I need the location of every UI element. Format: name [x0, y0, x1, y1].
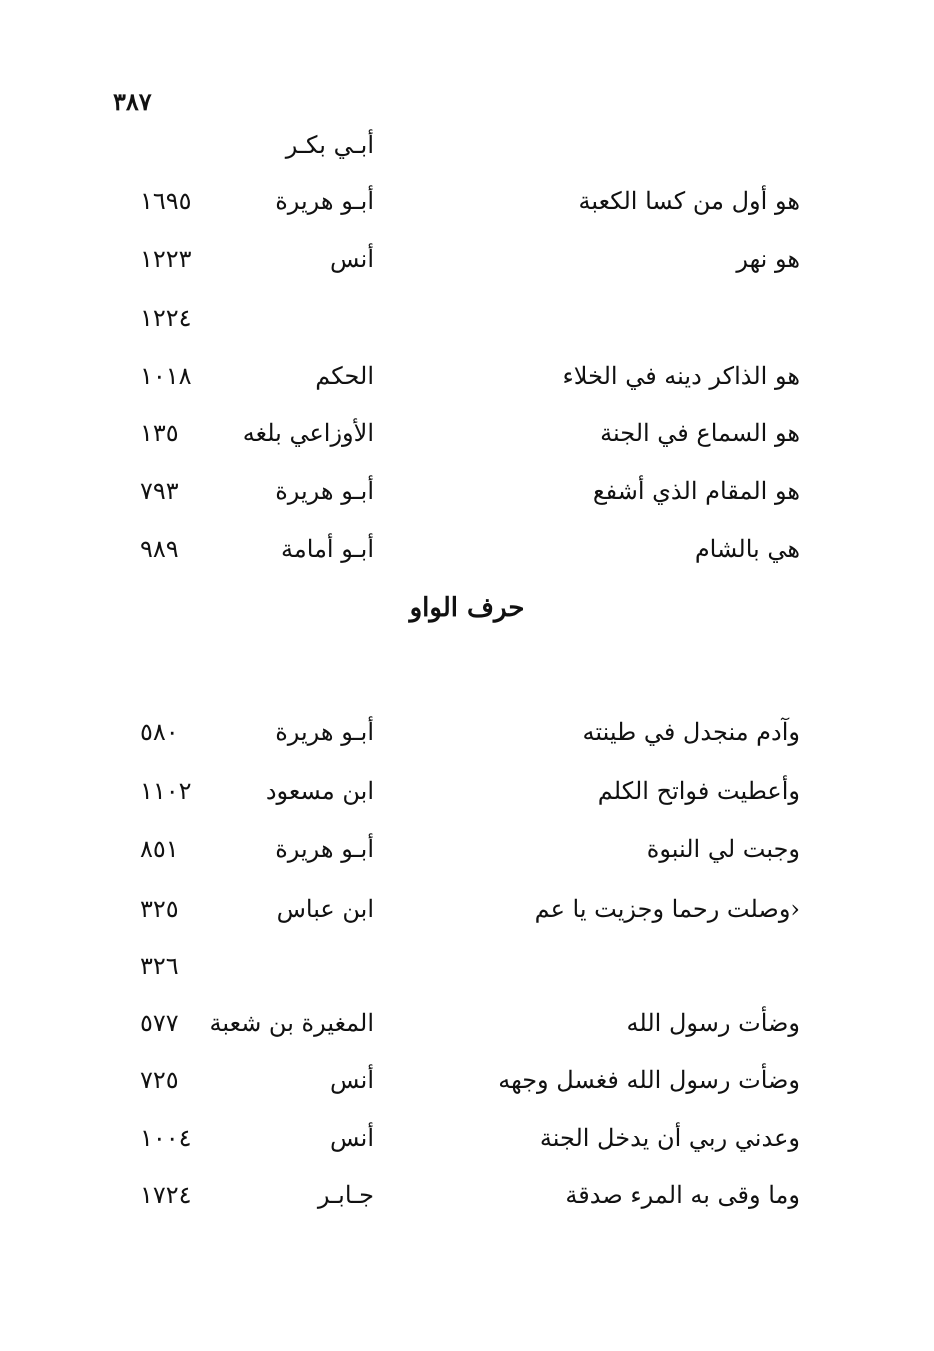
hadith-phrase: وآدم منجدل في طينته — [582, 718, 800, 746]
hadith-number: ١٧٢٤ — [140, 1181, 192, 1209]
hadith-phrase: ‹وصلت رحما وجزيت يا عم — [534, 895, 800, 923]
list-item — [0, 413, 934, 453]
hadith-phrase: وجبت لي النبوة — [646, 835, 800, 863]
hadith-phrase: هو الذاكر دينه في الخلاء — [562, 362, 800, 390]
hadith-phrase: هو نهر — [736, 245, 800, 273]
hadith-phrase: وعدني ربي أن يدخل الجنة — [539, 1124, 800, 1152]
narrator-name: الأوزاعي بلغه — [242, 419, 374, 447]
hadith-number: ١٢٢٣ — [140, 245, 192, 273]
list-item — [0, 1003, 934, 1043]
section-heading: حرف الواو — [409, 593, 525, 623]
narrator-name: أنس — [330, 245, 374, 273]
hadith-phrase: هو المقام الذي أشفع — [592, 477, 800, 505]
hadith-number: ٧٩٣ — [140, 477, 179, 505]
hadith-phrase: وأعطيت فواتح الكلم — [597, 777, 800, 805]
hadith-phrase: هو أول من كسا الكعبة — [578, 187, 800, 215]
list-item — [0, 1175, 934, 1215]
narrator-name: أنس — [330, 1066, 374, 1094]
narrator-name: أبـو أمامة — [281, 535, 374, 563]
hadith-number: ١٦٩٥ — [140, 187, 192, 215]
hadith-number: ١٠١٨ — [140, 362, 192, 390]
hadith-number: ٥٨٠ — [140, 718, 179, 746]
narrator-name: ابن مسعود — [265, 777, 374, 805]
list-item — [0, 829, 934, 869]
narrator-name: الحكم — [315, 362, 374, 390]
list-item — [0, 712, 934, 752]
list-item — [0, 125, 934, 165]
narrator-name: أنس — [330, 1124, 374, 1152]
list-item — [0, 471, 934, 511]
hadith-phrase: وضأت رسول الله فغسل وجهه — [498, 1066, 800, 1094]
list-item — [0, 298, 934, 338]
hadith-number: ٨٥١ — [140, 835, 179, 863]
hadith-phrase: هو السماع في الجنة — [600, 419, 800, 447]
list-item — [0, 529, 934, 569]
hadith-phrase: وما وقى به المرء صدقة — [565, 1181, 800, 1209]
narrator-name: ابن عباس — [276, 895, 374, 923]
list-item — [0, 1118, 934, 1158]
list-item — [0, 356, 934, 396]
hadith-number: ١٠٠٤ — [140, 1124, 192, 1152]
narrator-name: جـابـر — [317, 1181, 374, 1209]
list-item — [0, 889, 934, 929]
list-item — [0, 239, 934, 279]
narrator-name: المغيرة بن شعبة — [209, 1009, 374, 1037]
hadith-number: ١٢٢٤ — [140, 304, 192, 332]
hadith-number: ٩٨٩ — [140, 535, 179, 563]
page-number: ٣٨٧ — [113, 87, 152, 116]
hadith-phrase: وضأت رسول الله — [626, 1009, 800, 1037]
hadith-number: ١٣٥ — [140, 419, 179, 447]
list-item — [0, 1060, 934, 1100]
hadith-phrase: هي بالشام — [694, 535, 800, 563]
hadith-number: ٣٢٥ — [140, 895, 179, 923]
hadith-number: ٧٢٥ — [140, 1066, 179, 1094]
narrator-name: أبـو هريرة — [275, 835, 374, 863]
list-item — [0, 771, 934, 811]
list-item — [0, 181, 934, 221]
narrator-name: أبـو هريرة — [275, 187, 374, 215]
narrator-name: أبـو هريرة — [275, 477, 374, 505]
hadith-number: ٥٧٧ — [140, 1009, 179, 1037]
list-item — [0, 946, 934, 986]
narrator-name: أبـي بكـر — [285, 131, 374, 159]
hadith-number: ٣٢٦ — [140, 952, 179, 980]
hadith-number: ١١٠٢ — [140, 777, 192, 805]
narrator-name: أبـو هريرة — [275, 718, 374, 746]
